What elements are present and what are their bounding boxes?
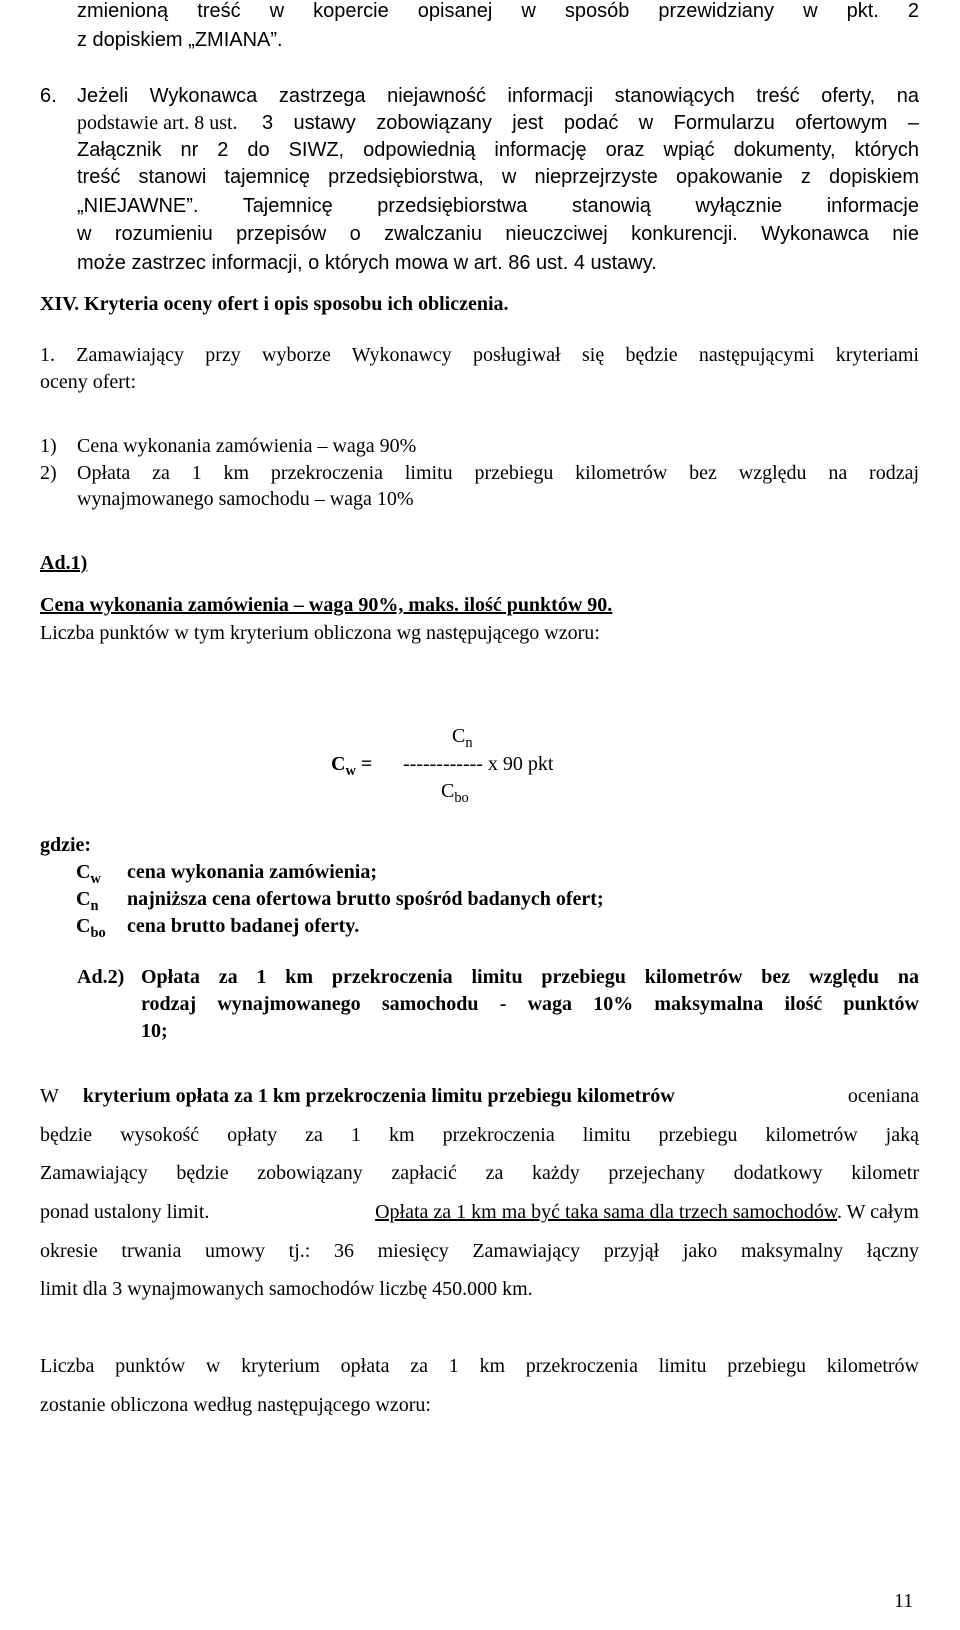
top-line-2: z dopiskiem „ZMIANA”. [77, 29, 283, 51]
ad2-line-2: rodzaj wynajmowanego samochodu - waga 10% maksymalna ilość punktów [141, 993, 919, 1015]
para-w-line-2: będzie wysokość opłaty za 1 km przekroczenia limitu przebiegu kilometrów jaką [40, 1124, 919, 1146]
criterion-2-line-2: wynajmowanego samochodu – waga 10% [77, 488, 414, 510]
formula-fraction-bar: ------------ x 90 pkt [403, 753, 554, 775]
para-w-line-1: W kryterium opłata za 1 km przekroczenia limitu przebiegu kilometrów oceniana [40, 1085, 919, 1107]
item6-line-2b: 3 ustawy zobowiązany jest podać w Formularzu ofertowym – [262, 112, 919, 134]
para-w-line-6: limit dla 3 wynajmowanych samochodów liczbę 450.000 km. [40, 1278, 533, 1300]
gdzie-desc-cw: cena wykonania zamówienia; [127, 861, 377, 883]
para-liczba-line-1: Liczba punktów w kryterium opłata za 1 km przekroczenia limitu przebiegu kilometrów [40, 1355, 919, 1377]
criterion-1-text: Cena wykonania zamówienia – waga 90% [77, 435, 417, 457]
item6-number: 6. [40, 85, 57, 107]
gdzie-label: gdzie: [40, 834, 92, 856]
top-line-1: zmienioną treść w kopercie opisanej w sposób przewidziany w pkt. 2 [77, 0, 919, 22]
ad2-line-3: 10; [141, 1020, 168, 1042]
criterion-1-number: 1) [40, 435, 57, 457]
item6-line-3: Załącznik nr 2 do SIWZ, odpowiednią informację oraz wpiąć dokumenty, których [77, 139, 919, 161]
gdzie-symbol-cn: $C_n$ [76, 888, 99, 915]
section-heading: XIV. Kryteria oceny ofert i opis sposobu ich obliczenia. [40, 293, 509, 315]
ad2-label: Ad.2) [77, 966, 125, 988]
para-liczba-line-2: zostanie obliczona według następującego wzoru: [40, 1394, 431, 1416]
gdzie-symbol-cbo: $C_{bo}$ [76, 915, 106, 942]
gdzie-desc-cn: najniższa cena ofertowa brutto spośród badanych ofert; [127, 888, 604, 910]
point1-line-1: 1. Zamawiający przy wyborze Wykonawcy posługiwał się będzie następującymi kryteriami [40, 344, 919, 366]
item6-line-6: w rozumieniu przepisów o zwalczaniu nieuczciwej konkurencji. Wykonawca nie [77, 223, 919, 245]
formula-denominator: $C_{bo}$ [441, 780, 469, 807]
ad1-label: Ad.1) [40, 552, 88, 574]
formula-lhs: $C_w$ = [331, 753, 373, 780]
point1-line-2: oceny ofert: [40, 371, 137, 393]
page-number: 11 [894, 1590, 914, 1612]
item6-line-4: treść stanowi tajemnicę przedsiębiorstwa, w nieprzejrzyste opakowanie z dopiskiem [77, 166, 919, 188]
gdzie-desc-cbo: cena brutto badanej oferty. [127, 915, 360, 937]
gdzie-symbol-cw: $C_w$ [76, 861, 101, 888]
criterion-2-number: 2) [40, 462, 57, 484]
ad1-intro: Liczba punktów w tym kryterium obliczona wg następującego wzoru: [40, 622, 600, 644]
criterion-2-line-1: Opłata za 1 km przekroczenia limitu przebiegu kilometrów bez względu na rodzaj [77, 462, 919, 484]
item6-line-5: „NIEJAWNE”. Tajemnicę przedsiębiorstwa stanowią wyłącznie informacje [77, 195, 919, 217]
ad1-title: Cena wykonania zamówienia – waga 90%, maks. ilość punktów 90. [40, 594, 613, 616]
para-w-line-3: Zamawiający będzie zobowiązany zapłacić za każdy przejechany dodatkowy kilometr [40, 1162, 919, 1184]
para-w-line-4: ponad ustalony limit. Opłata za 1 km ma być taka sama dla trzech samochodów. W całym [40, 1201, 919, 1223]
item6-line-2a: podstawie art. 8 ust. [77, 112, 238, 134]
item6-line-7: może zastrzec informacji, o których mowa w art. 86 ust. 4 ustawy. [77, 252, 657, 274]
item6-line-1: Jeżeli Wykonawca zastrzega niejawność informacji stanowiących treść oferty, na [77, 85, 919, 107]
para-w-line-5: okresie trwania umowy tj.: 36 miesięcy Zamawiający przyjął jako maksymalny łączny [40, 1240, 919, 1262]
ad2-line-1: Opłata za 1 km przekroczenia limitu przebiegu kilometrów bez względu na [141, 966, 919, 988]
formula-numerator: $C_n$ [452, 725, 473, 752]
